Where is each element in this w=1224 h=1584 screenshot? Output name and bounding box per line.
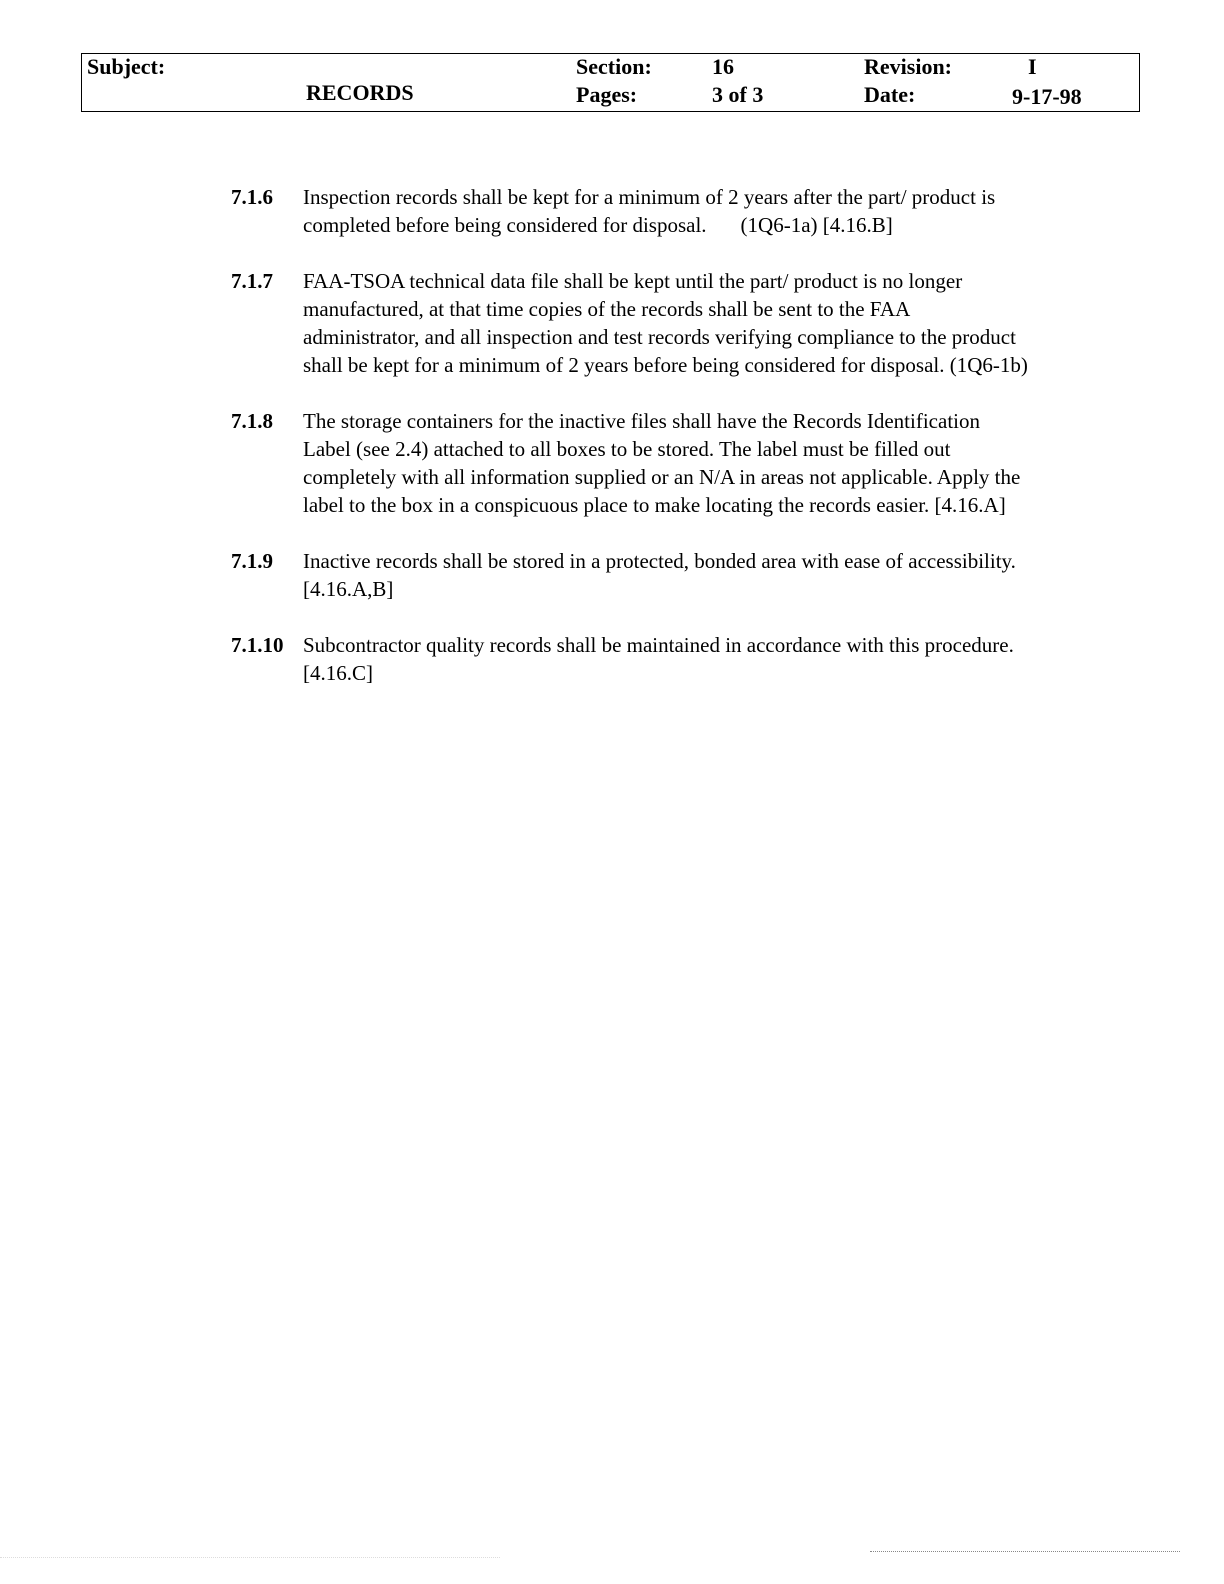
item-line: Subcontractor quality records shall be maintained in accordance with this procedure. — [303, 633, 1014, 657]
item-line: [4.16.C] — [303, 661, 373, 685]
date-label: Date: — [864, 82, 916, 107]
item-line: Inspection records shall be kept for a minimum of 2 years after the part/ product is — [303, 185, 996, 209]
item-text — [303, 631, 1139, 687]
revision-label: Revision: — [864, 54, 952, 79]
item-text — [303, 183, 1139, 239]
item-line: manufactured, at that time copies of the records shall be sent to the FAA — [303, 297, 911, 321]
item-text — [303, 267, 1139, 379]
section-label: Section: — [576, 54, 652, 79]
scan-artifact-line — [0, 1557, 500, 1558]
footer-divider — [870, 1551, 1180, 1552]
item-line-part: completed before being considered for disposal. — [303, 213, 707, 237]
item-reference: (1Q6-1a) [4.16.B] — [740, 213, 893, 237]
item-number: 7.1.7 — [231, 269, 273, 293]
item-line: The storage containers for the inactive files shall have the Records Identification — [303, 409, 980, 433]
item-line: label to the box in a conspicuous place to make locating the records easier. [4.16.A] — [303, 493, 1006, 517]
item-number: 7.1.10 — [231, 633, 284, 657]
item-line: administrator, and all inspection and test records verifying compliance to the product — [303, 325, 1016, 349]
subject-label: Subject: — [87, 54, 166, 79]
item-line: Label (see 2.4) attached to all boxes to be stored. The label must be filled out — [303, 437, 951, 461]
revision-value: I — [1028, 54, 1037, 79]
item-number: 7.1.9 — [231, 549, 273, 573]
pages-value: 3 of 3 — [712, 82, 764, 107]
section-value: 16 — [712, 54, 734, 79]
subject-value: RECORDS — [306, 80, 414, 105]
item-text — [303, 547, 1139, 603]
item-line: shall be kept for a minimum of 2 years before being considered for disposal. (1Q6-1b) — [303, 353, 1028, 377]
item-number: 7.1.8 — [231, 409, 273, 433]
date-value: 9-17-98 — [1012, 84, 1082, 109]
item-line: completely with all information supplied or an N/A in areas not applicable. Apply the — [303, 465, 1021, 489]
pages-label: Pages: — [576, 82, 638, 107]
item-line: Inactive records shall be stored in a protected, bonded area with ease of accessibility. — [303, 549, 1016, 573]
item-line: FAA-TSOA technical data file shall be kept until the part/ product is no longer — [303, 269, 963, 293]
item-line — [303, 211, 1139, 239]
item-number: 7.1.6 — [231, 185, 273, 209]
item-line: [4.16.A,B] — [303, 577, 394, 601]
item-text — [303, 407, 1139, 519]
